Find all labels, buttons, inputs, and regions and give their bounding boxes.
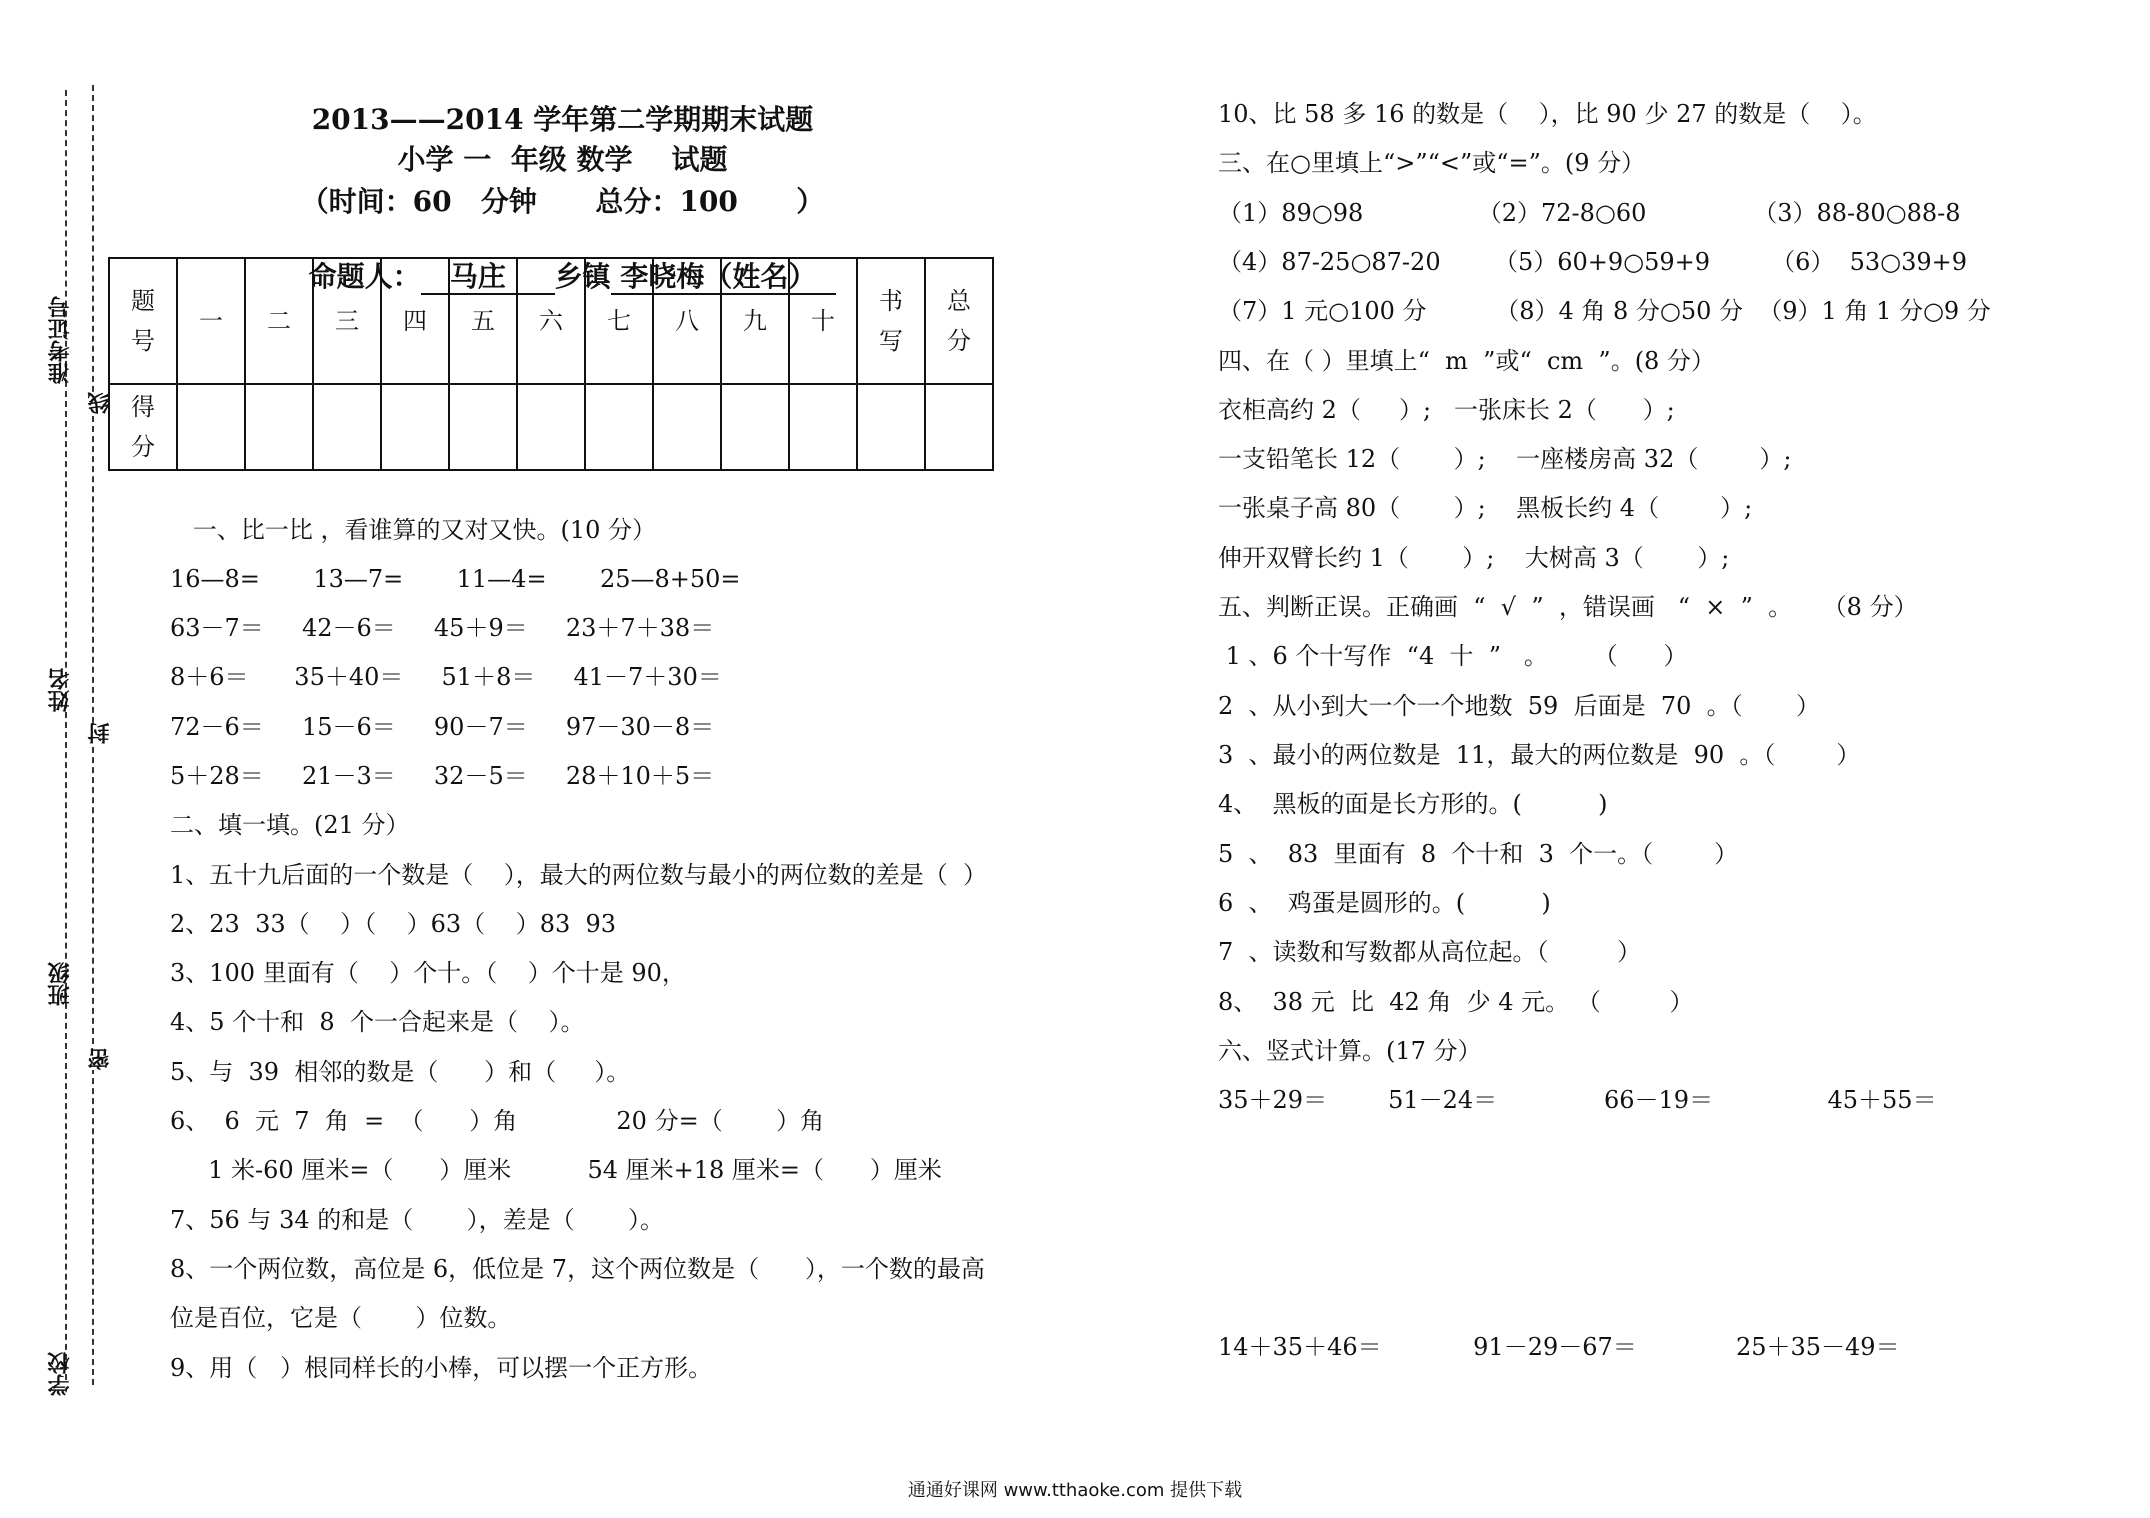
score-cell <box>177 384 245 470</box>
score-header-cell <box>449 258 517 384</box>
score-header-cell <box>177 258 245 384</box>
question-line: 六、竖式计算。(17 分） <box>1218 1037 1482 1065</box>
question-line: 14＋35＋46＝ 91－29－67＝ 25＋35－49＝ <box>1218 1333 1900 1361</box>
score-table <box>108 257 994 471</box>
secret-char: 密 <box>84 1048 115 1070</box>
score-table-score-row <box>109 384 993 470</box>
question-line: 3 、最小的两位数是 11，最大的两位数是 90 。（ ） <box>1218 741 1861 769</box>
question-line: 3、100 里面有（ ）个十。（ ）个十是 90， <box>170 959 686 987</box>
score-cell <box>925 384 993 470</box>
question-line: 5、与 39 相邻的数是（ ）和（ ）。 <box>170 1058 631 1086</box>
author-label: 命题人： <box>308 260 421 293</box>
score-cell <box>653 384 721 470</box>
score-cell <box>245 384 313 470</box>
score-header-text: 八 <box>675 307 699 335</box>
score-cell <box>381 384 449 470</box>
question-line: 16—8= 13—7= 11—4= 25—8+50= <box>170 565 741 593</box>
score-header-text: 九 <box>743 307 767 335</box>
class-label: 班级 <box>47 962 73 1006</box>
score-cell <box>585 384 653 470</box>
question-line: 位是百位，它是（ ）位数。 <box>170 1304 512 1332</box>
question-line: 10、比 58 多 16 的数是（ ），比 90 少 27 的数是（ ）。 <box>1218 100 1877 128</box>
line-char: 线 <box>84 392 115 414</box>
question-line: 1、五十九后面的一个数是（ ），最大的两位数与最小的两位数的差是（ ） <box>170 861 988 889</box>
footer-text: 通通好课网 www.tthaoke.com 提供下载 <box>907 1480 1243 1501</box>
score-header-cell <box>381 258 449 384</box>
score-cell <box>857 384 925 470</box>
score-cell <box>721 384 789 470</box>
score-header-text: 三 <box>335 307 359 335</box>
question-line: 一张桌子高 80（ ）; 黑板长约 4（ ）; <box>1218 494 1753 522</box>
question-line: 五、判断正误。正确画 “ √ ” ，错误画 “ × ” 。 （8 分） <box>1218 593 1918 621</box>
question-line: 1 米-60 厘米=（ ）厘米 54 厘米+18 厘米=（ ）厘米 <box>170 1156 942 1184</box>
score-table-header-row <box>109 258 993 384</box>
question-line: 2、23 33（ ）（ ）63（ ）83 93 <box>170 910 617 938</box>
question-line: 72－6＝ 15－6＝ 90－7＝ 97－30－8＝ <box>170 713 715 741</box>
score-header-text: 题号 <box>131 287 155 355</box>
score-cell <box>517 384 585 470</box>
question-line: 1 、6 个十写作 “4 十 ” 。 （ ） <box>1218 642 1688 670</box>
score-header-text: 四 <box>403 307 427 335</box>
question-line: 7、56 与 34 的和是（ ），差是（ ）。 <box>170 1206 665 1234</box>
question-line: 一、比一比 ，看谁算的又对又快。(10 分） <box>170 516 657 544</box>
score-header-cell <box>857 258 925 384</box>
exam-time-total: （时间：60 分钟 总分：100 ） <box>300 185 825 218</box>
author-name: 李晓梅（姓名） <box>610 260 836 293</box>
seal-char: 封 <box>84 722 115 744</box>
score-header-text: 二 <box>267 307 291 335</box>
score-header-cell <box>517 258 585 384</box>
score-row-label-text: 得分 <box>131 393 155 461</box>
question-line: 9、用（ ）根同样长的小棒，可以摆一个正方形。 <box>170 1354 713 1382</box>
exam-title: 2013——2014 学年第二学期期末试题 <box>311 103 814 136</box>
question-line: 8＋6＝ 35＋40＝ 51＋8＝ 41－7＋30＝ <box>170 663 722 691</box>
question-line: （7）1 元○100 分 （8）4 角 8 分○50 分 （9）1 角 1 分○9 分 <box>1218 297 1991 325</box>
score-header-text: 五 <box>471 307 495 335</box>
exam-id-label: 准考证号 <box>47 296 73 384</box>
score-header-text: 七 <box>607 307 631 335</box>
question-line: 二、填一填。(21 分） <box>170 811 410 839</box>
score-header-text: 一 <box>199 307 223 335</box>
author-town: 乡镇 <box>554 260 611 293</box>
question-line: 63－7＝ 42－6＝ 45＋9＝ 23＋7＋38＝ <box>170 614 715 642</box>
school-label: 学校 <box>47 1352 73 1396</box>
score-header-cell <box>313 258 381 384</box>
question-line: 衣柜高约 2（ ）; 一张床长 2（ ）; <box>1218 396 1675 424</box>
question-line: 4、 黑板的面是长方形的。( ) <box>1218 790 1608 818</box>
exam-subtitle: 小学 一 年级 数学 试题 <box>397 143 728 176</box>
question-line: 2 、从小到大一个一个地数 59 后面是 70 。（ ） <box>1218 692 1821 720</box>
score-header-text: 十 <box>811 307 835 335</box>
question-line: 四、在（ ）里填上“ m ”或“ cm ”。(8 分） <box>1218 347 1715 375</box>
question-line: 5 、 83 里面有 8 个十和 3 个一。（ ） <box>1218 840 1739 868</box>
score-header-cell <box>245 258 313 384</box>
score-header-cell <box>585 258 653 384</box>
score-header-text: 书写 <box>879 287 903 355</box>
question-line: （1）89○98 （2）72-8○60 （3）88-80○88-8 <box>1218 199 1961 227</box>
score-header-cell <box>789 258 857 384</box>
question-line: 6 、 鸡蛋是圆形的。( ) <box>1218 889 1551 917</box>
score-header-cell <box>721 258 789 384</box>
binding-dashed-line-outer <box>65 90 67 1380</box>
question-line: 5＋28＝ 21－3＝ 32－5＝ 28＋10＋5＝ <box>170 762 715 790</box>
score-header-text: 总分 <box>947 287 971 355</box>
question-line: 伸开双臂长约 1（ ）; 大树高 3（ ）; <box>1218 544 1730 572</box>
question-line: 三、在○里填上“>”“<”或“=”。(9 分） <box>1218 149 1646 177</box>
question-line: 4、5 个十和 8 个一合起来是（ ）。 <box>170 1008 585 1036</box>
score-header-cell <box>925 258 993 384</box>
score-cell <box>313 384 381 470</box>
question-line: （4）87-25○87-20 （5）60+9○59+9 （6） 53○39+9 <box>1218 248 1967 276</box>
question-line: 一支铅笔长 12（ ）; 一座楼房高 32（ ）; <box>1218 445 1792 473</box>
question-line: 8、 38 元 比 42 角 少 4 元。 （ ） <box>1218 988 1694 1016</box>
question-line: 35＋29＝ 51－24＝ 66－19＝ 45＋55＝ <box>1218 1086 1937 1114</box>
score-cell <box>789 384 857 470</box>
score-header-cell <box>653 258 721 384</box>
score-header-text: 六 <box>539 307 563 335</box>
author-place: 马庄 <box>420 260 555 293</box>
score-cell <box>449 384 517 470</box>
question-line: 7 、读数和写数都从高位起。（ ） <box>1218 938 1642 966</box>
score-row-label <box>109 384 177 470</box>
question-line: 8、一个两位数，高位是 6，低位是 7，这个两位数是（ ），一个数的最高 <box>170 1255 985 1283</box>
score-header-cell <box>109 258 177 384</box>
name-label: 姓名 <box>47 668 73 712</box>
question-line: 6、 6 元 7 角 = （ ）角 20 分=（ ）角 <box>170 1107 825 1135</box>
